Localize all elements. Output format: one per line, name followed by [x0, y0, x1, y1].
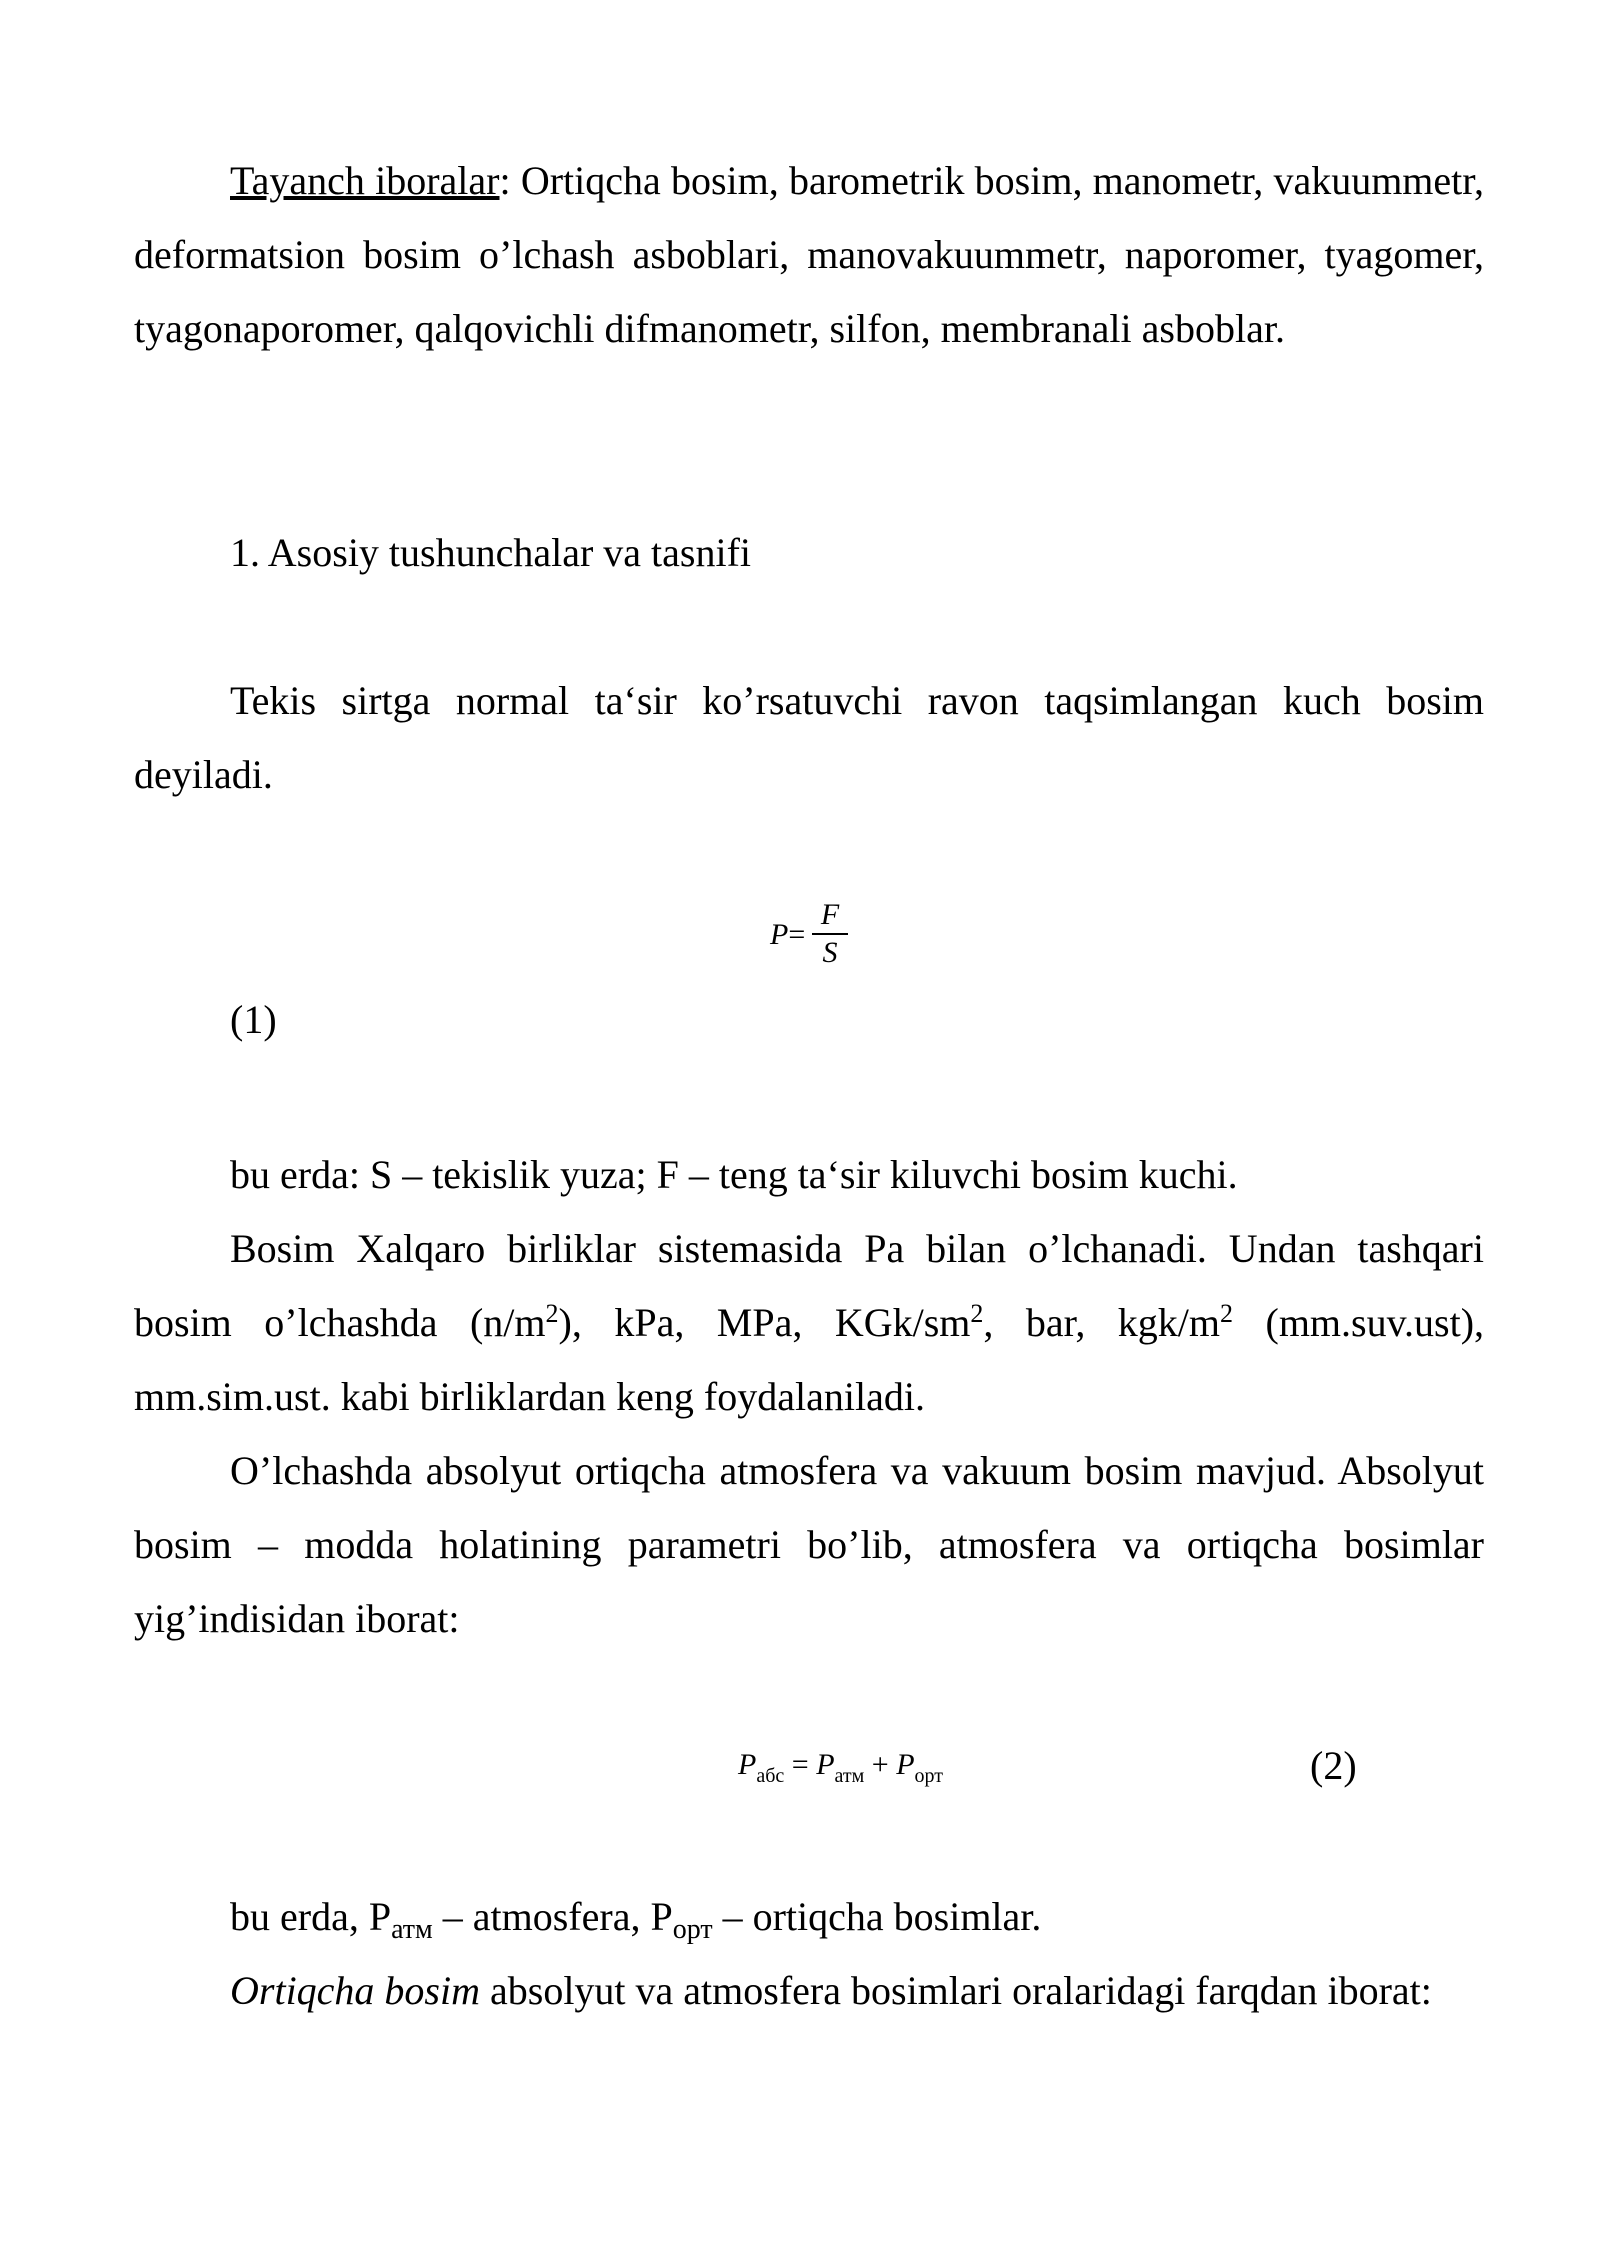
definition-paragraph: [134, 664, 1484, 812]
equation-1-number: (1): [230, 997, 277, 1042]
keywords-label: Tayanch iboralar: [230, 158, 500, 203]
where-1-paragraph: [134, 1138, 1484, 1212]
keywords-text: : Ortiqcha bosim, barometrik bosim, manometr, vakuummetr, deformatsion bosim o’lchash asboblari, manovakuummetr, naporomer, tyagomer, tyagonaporomer, qalqovichli difmanometr, silfon, membranali asboblar.: [134, 158, 1485, 351]
where-2-sub-atm: атм: [391, 1914, 433, 1945]
fraction-bar: [812, 933, 848, 935]
units-text-4: (mm.suv.ust), mm.sim.ust. kabi birliklardan keng foydalaniladi.: [134, 1300, 1485, 1419]
equation-2: [738, 1748, 944, 1787]
section-heading: [134, 516, 1484, 590]
excess-paragraph: [134, 1954, 1484, 2028]
units-text-2: ), kPa, MPa, KGk/sm: [558, 1300, 971, 1345]
keywords-paragraph: [134, 144, 1484, 366]
units-paragraph: [134, 1212, 1484, 1434]
eq2-sub-abs: абс: [756, 1765, 785, 1787]
definition-text: Tekis sirtga normal ta‘sir ko’rsatuvchi ravon taqsimlangan kuch bosim deyiladi.: [134, 678, 1484, 797]
where-2-text-a: bu erda, P: [230, 1894, 392, 1939]
where-2-text-c: – ortiqcha bosimlar.: [712, 1894, 1042, 1939]
units-sup-3: 2: [1220, 1299, 1234, 1328]
excess-term: Ortiqcha bosim: [230, 1968, 480, 2013]
absolute-paragraph: [134, 1434, 1484, 1656]
eq1-fraction: [812, 900, 848, 968]
units-sup-1: 2: [545, 1299, 559, 1328]
where-1-text: bu erda: S – tekislik yuza; F – teng ta‘sir kiluvchi bosim kuchi.: [230, 1152, 1238, 1197]
eq1-equals: =: [788, 918, 806, 951]
eq1-denominator: S: [822, 936, 838, 969]
excess-text: absolyut va atmosfera bosimlari oralaridagi farqdan iborat:: [480, 1968, 1432, 2013]
where-2-sub-ort: орт: [672, 1914, 713, 1945]
section-heading-text: 1. Asosiy tushunchalar va tasnifi: [230, 530, 752, 575]
eq1-numerator: F: [820, 898, 840, 931]
eq2-p-atm: P: [816, 1748, 835, 1781]
units-text-1: Bosim Xalqaro birliklar sistemasida Pa bilan o’lchanadi. Undan tashqari bosim o’lchashda (n/m: [134, 1226, 1484, 1345]
eq2-plus: +: [864, 1748, 897, 1781]
equation-2-number: (2): [1310, 1743, 1357, 1788]
where-2-text-b: – atmosfera, P: [432, 1894, 673, 1939]
units-text-3: , bar, kgk/m: [983, 1300, 1221, 1345]
absolute-text: O’lchashda absolyut ortiqcha atmosfera va vakuum bosim mavjud. Absolyut bosim – modda holatining parametri bo’lib, atmosfera va ortiqcha bosimlar yig’indisidan iborat:: [134, 1448, 1484, 1641]
eq2-equals: =: [784, 1748, 817, 1781]
where-2-paragraph: [134, 1880, 1484, 1959]
units-sup-2: 2: [970, 1299, 984, 1328]
eq2-sub-ort: орт: [914, 1765, 944, 1787]
eq1-lhs: P: [770, 918, 789, 951]
eq2-p-ort: P: [896, 1748, 915, 1781]
eq2-sub-atm: атм: [834, 1765, 865, 1787]
eq2-p-abs: P: [738, 1748, 757, 1781]
